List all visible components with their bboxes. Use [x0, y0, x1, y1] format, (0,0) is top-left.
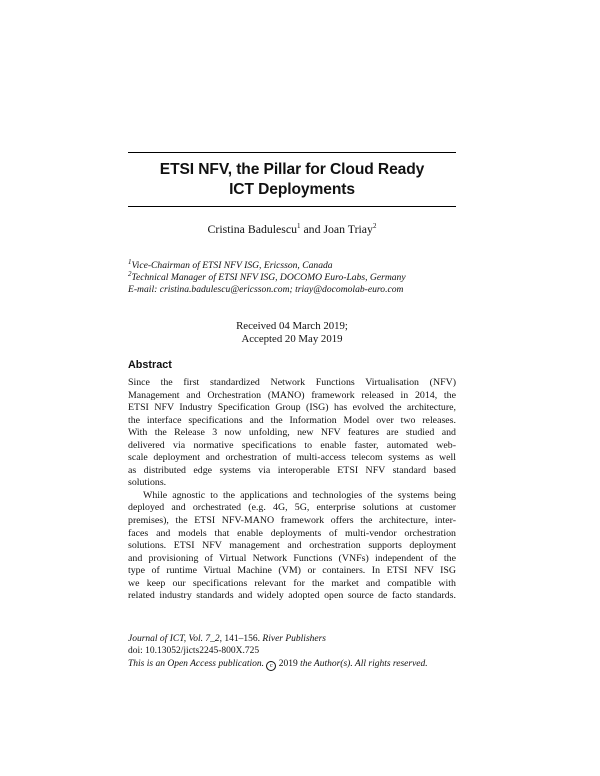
para1-line: delivered via normative specifications to enable faster, automated web- — [128, 439, 456, 451]
doi-line: doi: 10.13052/jicts2245-800X.725 — [128, 646, 260, 657]
para2-line: faces and models that enable deployments of multi-vendor orchestration — [128, 527, 456, 539]
received-date: Received 04 March 2019; — [236, 320, 348, 332]
affiliation-2 — [128, 269, 468, 284]
affiliation-1-mark: 1 — [128, 257, 132, 266]
author-connector: and — [300, 222, 324, 236]
license-line — [128, 658, 468, 671]
paper-title — [128, 160, 456, 200]
author-2: Joan Triay — [323, 222, 373, 236]
para2-line: While agnostic to the applications and technologies of the systems being — [143, 489, 456, 501]
accepted-date: Accepted 20 May 2019 — [241, 333, 343, 345]
affiliation-1-text: Vice-Chairman of ETSI NFV ISG, Ericsson, Canada — [131, 260, 333, 271]
para2-line: and provisioning of Virtual Network Functions (VNFs) independent of the — [128, 552, 456, 564]
para2-line: type of runtime Virtual Machine (VM) or containers. In ETSI NFV ISG — [128, 565, 456, 577]
para1-line: scale deployment and orchestration of multi-access telecom systems as well — [128, 452, 456, 464]
para2-line: premises), the ETSI NFV-MANO framework offers the architecture, inter- — [128, 515, 456, 527]
para2-line: related industry standards and widely adopted open source de facto standards. — [128, 590, 456, 602]
para2-line: solutions. ETSI NFV management and orchestration supports deployment — [128, 540, 456, 552]
author-1-mark: 1 — [297, 222, 301, 231]
para1-line: as distributed edge systems via interoperable ETSI NFV standard based — [128, 464, 456, 476]
author-2-mark: 2 — [372, 222, 377, 231]
para1-line: ETSI NFV Industry Specification Group (ISG) has evolved the architecture, — [128, 402, 456, 414]
copyright-icon: c — [266, 661, 276, 671]
title-bottom-rule — [128, 206, 456, 207]
author-1: Cristina Badulescu — [207, 222, 297, 236]
author-line — [128, 222, 456, 236]
open-access-text: This is an Open Access publication. — [128, 658, 264, 669]
publisher: River Publishers — [260, 634, 327, 644]
para1-line: Since the first standardized Network Functions Virtualisation (NFV) — [128, 377, 456, 388]
affiliation-2-text: Technical Manager of ETSI NFV ISG, DOCOMO Euro-Labs, Germany — [131, 272, 406, 283]
copyright-year: 2019 — [276, 658, 301, 669]
abstract-body — [128, 377, 456, 603]
affiliations — [128, 257, 468, 296]
para2-line: deployed and orchestrated (e.g. 4G, 5G, enterprise solutions at customer — [128, 502, 456, 514]
affiliation-1 — [128, 257, 468, 272]
title-top-rule — [128, 152, 456, 153]
title-line-1: ETSI NFV, the Pillar for Cloud Ready — [159, 161, 425, 178]
para1-line: With the Release 3 now unfolding, new NFV features are studied and — [128, 427, 456, 439]
journal-name: Journal of ICT, Vol. 7 — [128, 634, 211, 644]
affiliation-2-mark: 2 — [128, 269, 132, 278]
dates — [128, 320, 456, 346]
journal-citation — [128, 633, 468, 645]
email-line: E-mail: cristina.badulescu@ericsson.com; triay@docomolab-euro.com — [128, 284, 404, 295]
para1-line: solutions. — [128, 477, 167, 489]
page-footer — [128, 633, 468, 671]
rights-text: the Author(s). All rights reserved. — [300, 658, 428, 669]
journal-issue: _2 — [210, 634, 220, 644]
para1-line: Management and Orchestration (MANO) framework released in 2014, the — [128, 389, 456, 401]
title-line-2: ICT Deployments — [229, 181, 355, 198]
para1-line: the interface specifications and the Information Model over two releases. — [128, 414, 456, 426]
journal-pages: , 141–156. — [219, 634, 261, 644]
para2-line: we keep our specifications relevant for the market and compatible with — [128, 577, 456, 589]
abstract-heading: Abstract — [128, 359, 172, 371]
